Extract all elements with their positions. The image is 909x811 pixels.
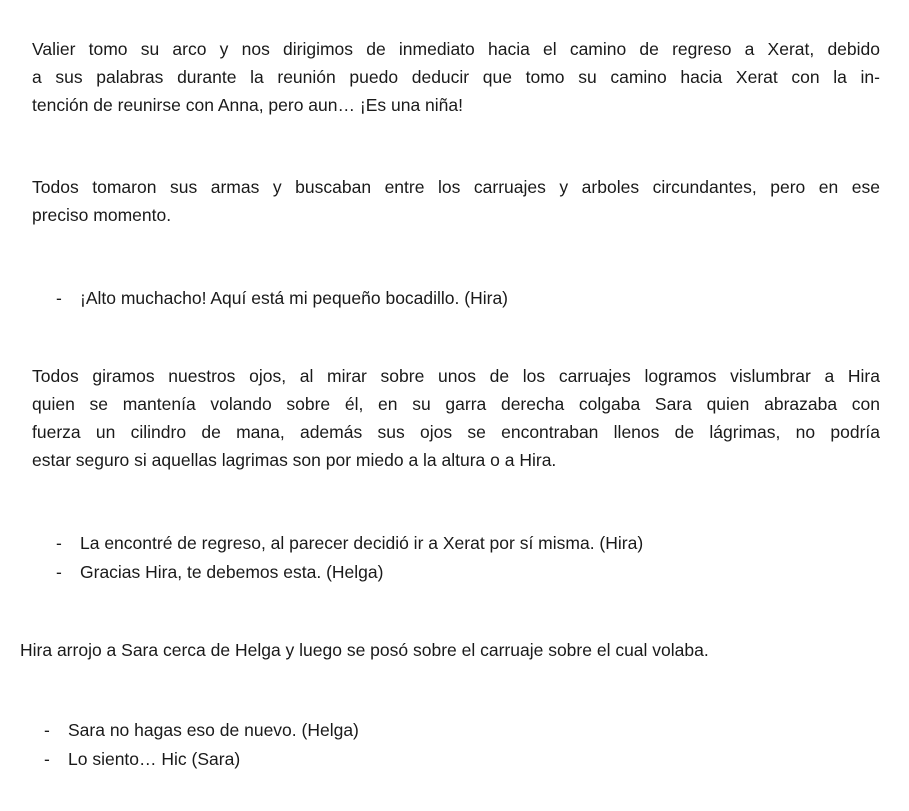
dialogue-text: Sara no hagas eso de nuevo. (Helga)	[68, 720, 359, 740]
paragraph-todos-tomaron	[32, 173, 880, 229]
paragraph-line: quien se mantenía volando sobre él, en su garra derecha colgaba Sara quien abrazaba con	[32, 394, 880, 414]
paragraph-hira-arrojo	[20, 636, 709, 664]
paragraph-line: Todos tomaron sus armas y buscaban entre los carruajes y arboles circundantes, pero en ese	[32, 177, 880, 197]
paragraph-todos-giramos	[32, 362, 880, 474]
dialogue-dash: -	[56, 288, 62, 308]
dialogue-text: Lo siento… Hic (Sara)	[68, 749, 241, 769]
paragraph-line: estar seguro si aquellas lagrimas son por miedo a la altura o a Hira.	[32, 450, 557, 470]
paragraph-valier	[32, 35, 880, 119]
paragraph-line: tención de reunirse con Anna, pero aun… ¡Es una niña!	[32, 95, 463, 115]
paragraph-line: fuerza un cilindro de mana, además sus ojos se encontraban llenos de lágrimas, no podría	[32, 422, 880, 442]
paragraph-line: Hira arrojo a Sara cerca de Helga y luego se posó sobre el carruaje sobre el cual volaba.	[20, 640, 709, 660]
dialogue-text: La encontré de regreso, al parecer decidió ir a Xerat por sí misma. (Hira)	[80, 533, 644, 553]
paragraph-line: Todos giramos nuestros ojos, al mirar sobre unos de los carruajes logramos vislumbrar a Hira	[32, 366, 880, 386]
paragraph-line: a sus palabras durante la reunión puedo deducir que tomo su camino hacia Xerat con la in-	[32, 67, 880, 87]
dialogue-text: ¡Alto muchacho! Aquí está mi pequeño bocadillo. (Hira)	[80, 288, 509, 308]
dialogue-dash: -	[56, 533, 62, 553]
paragraph-line: preciso momento.	[32, 205, 172, 225]
paragraph-line: Valier tomo su arco y nos dirigimos de inmediato hacia el camino de regreso a Xerat, debido	[32, 39, 880, 59]
dialogue-dash: -	[44, 720, 50, 740]
dialogue-dash: -	[44, 749, 50, 769]
dialogue-text: Gracias Hira, te debemos esta. (Helga)	[80, 562, 384, 582]
dialogue-dash: -	[56, 562, 62, 582]
